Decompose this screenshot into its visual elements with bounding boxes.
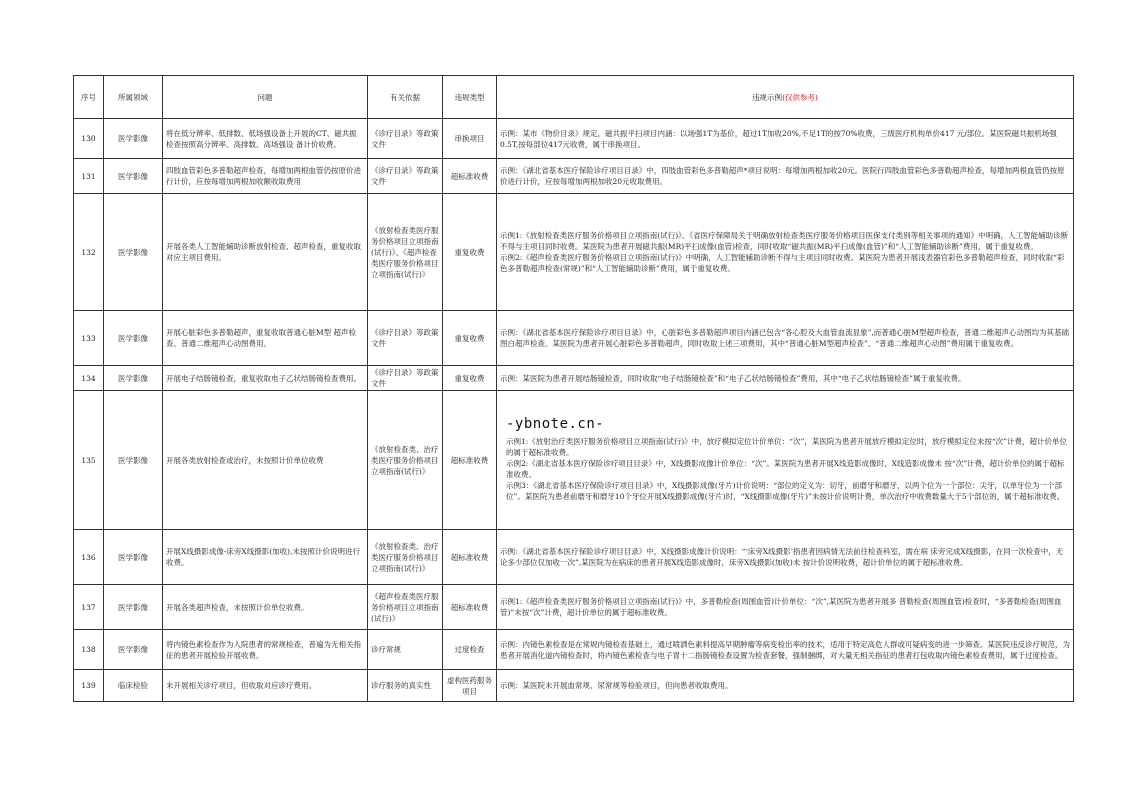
row-example <box>497 391 1074 530</box>
row-issue: 开展各类人工智能辅助诊断放射检查、超声检查，重复收取对应主项目费用。 <box>163 194 368 311</box>
row-type: 串换项目 <box>443 119 497 159</box>
row-example: 示例：某市《物价目录》规定，磁共振平扫项目内涵：以场强1T为基价，超过1T加收20%,不足1T的按70%收费，三级医疗机构单价417 元/部位。某医院磁共振机场强0.5T,按每部位417元收费，属于串换项目。 <box>497 119 1074 159</box>
row-basis: 《放射检查类、治疗类医疗服务价格项目立项指南(试行)》 <box>368 530 443 585</box>
row-type: 重复收费 <box>443 366 497 391</box>
example-2: 示例2:《湖北省基本医疗保险诊疗项目目录》中，X线摄影成像计价单位：“次”。某医院为患者开展X线造影成像时，X线造影成像未 按“次”计费，超计价单位的属于超标准收费。 <box>506 458 1065 479</box>
header-issue: 问题 <box>163 76 368 119</box>
header-example-note: (仅供参考) <box>782 92 818 102</box>
row-field: 医学影像 <box>104 159 163 194</box>
row-basis: 《诊疗目录》等政策文件 <box>368 366 443 391</box>
row-example: 示例：某医院未开展血常规、尿常规等检验项目，但向患者收取费用。 <box>497 670 1074 702</box>
row-no: 130 <box>74 119 104 159</box>
table-row <box>74 530 1074 585</box>
row-example: 示例1:《超声检查类医疗服务价格项目立项指南(试行)》中，多普勒检查(周围血管)计价单位：“次”,某医院为患者开展多 普勒检查(周围血管)检查时，“多普勒检查(周围血管)”未按“次”计费，超计价单位的属于超标准收费。 <box>497 585 1074 630</box>
row-example: 示例：《湖北省基本医疗保险诊疗项目目录》中，心脏彩色多普勒超声项目内涵已包含“各心腔及大血管血流显象”,而普通心脏M型超声检查，普通二维超声心动图均为其基础图白超声检查。某医院为患者开展心脏彩色多普勒超声，同时收取上述三项费用，其中“普通心脏M型超声检查”、“普通二维超声心动图”费用属于重复收费。 <box>497 311 1074 366</box>
row-basis: 《放射检查类医疗服务价格项目立项指南(试行)》、《超声检查类医疗服务价格项目立项指南(试行)》 <box>368 194 443 311</box>
row-type: 超标准收费 <box>443 391 497 530</box>
row-field: 医学影像 <box>104 311 163 366</box>
row-issue: 开展各类超声检查，未按照计价单位收费。 <box>163 585 368 630</box>
row-field: 医学影像 <box>104 119 163 159</box>
row-field: 医学影像 <box>104 194 163 311</box>
row-type: 过度检查 <box>443 630 497 670</box>
header-field: 所属领域 <box>104 76 163 119</box>
table-row <box>74 670 1074 702</box>
row-issue: 开展电子结肠镜检查，重复收取电子乙状结肠镜检查费用。 <box>163 366 368 391</box>
table-row <box>74 194 1074 311</box>
row-no: 137 <box>74 585 104 630</box>
table-row <box>74 159 1074 194</box>
header-row <box>74 76 1074 119</box>
header-no: 序号 <box>74 76 104 119</box>
row-field: 医学影像 <box>104 630 163 670</box>
row-type: 超标准收费 <box>443 585 497 630</box>
example-1: 示例1:《放射治疗类医疗服务价格项目立项指南(试行)》中，放疗模拟定位计价单位：“次”，某医院为患者开展放疗模拟定位时，放疗模拟定位未按“次”计费，超计价单位的属于超标准收费。 <box>506 436 1067 457</box>
row-type: 重复收费 <box>443 311 497 366</box>
row-basis: 《超声检查类医疗服务价格项目立项指南(试行)》 <box>368 585 443 630</box>
watermark-text: -ybnote.cn- <box>506 415 605 432</box>
row-no: 131 <box>74 159 104 194</box>
row-basis: 诊疗常规 <box>368 630 443 670</box>
table-row <box>74 391 1074 530</box>
row-basis: 诊疗服务的真实性 <box>368 670 443 702</box>
row-no: 134 <box>74 366 104 391</box>
row-field: 临床检验 <box>104 670 163 702</box>
row-no: 139 <box>74 670 104 702</box>
row-issue: 开展X线摄影成像-床旁X线摄影(加收),未按照计价说明进行收费。 <box>163 530 368 585</box>
row-field: 医学影像 <box>104 585 163 630</box>
row-basis: 《放射检查类、治疗类医疗服务价格项目立项指南(试行)》 <box>368 391 443 530</box>
row-no: 135 <box>74 391 104 530</box>
row-type: 重复收费 <box>443 194 497 311</box>
row-basis: 《诊疗目录》等政策文件 <box>368 119 443 159</box>
row-basis: 《诊疗目录》等政策文件 <box>368 311 443 366</box>
row-example <box>497 194 1074 311</box>
header-basis: 有关依据 <box>368 76 443 119</box>
header-example-label: 违规示例 <box>752 92 783 102</box>
row-example: 示例：某医院为患者开展结肠镜检查，同时收取“电子结肠镜检查”和“电子乙状结肠镜检查”费用，其中“电子乙状结肠镜检查”属于重复收费。 <box>497 366 1074 391</box>
row-issue: 未开展相关诊疗项目，但收取对应诊疗费用。 <box>163 670 368 702</box>
row-no: 138 <box>74 630 104 670</box>
table-row <box>74 366 1074 391</box>
row-basis: 《诊疗目录》等政策文件 <box>368 159 443 194</box>
row-issue: 将内镜色素检查作为入院患者的常规检查，普遍为无相关指征的患者开展检验开展收费。 <box>163 630 368 670</box>
row-no: 133 <box>74 311 104 366</box>
row-type: 超标准收费 <box>443 530 497 585</box>
row-example: 示例：内镜色素检查是在常规内镜检查基础上，通过喷洒色素料提高早期肿瘤等病变检出率的技术，适用于特定高危人群或可疑病变的进一步筛查。某医院违反诊疗规范，为患者开展消化道内镜检查时，将内镜色素检查与电子胃十二指肠镜检查设置为检查套餐，强制捆绑，对大量无相关指征的患者打包收取内镜色素检查费用，属于过度检查。 <box>497 630 1074 670</box>
row-issue: 开展各类放射检查或治疗，未按照计价单位收费 <box>163 391 368 530</box>
row-field: 医学影像 <box>104 391 163 530</box>
violations-table <box>73 75 1074 702</box>
row-issue: 开展心脏彩色多普勒超声，重复收取普通心脏M型 超声检查、普通二维超声心动图费用。 <box>163 311 368 366</box>
row-example: 示例：《湖北省基本医疗保险诊疗项目目录》中，四肢血管彩色多普勒超声*项目说明：每增加两根加收20元。医院行四肢血管彩色多普勒超声检查，每增加两根血管仍按原价进行计价，应按每增加两根加收20元收取费用。 <box>497 159 1074 194</box>
row-field: 医学影像 <box>104 366 163 391</box>
example-3: 示例3：《湖北省基本医疗保险诊疗项目目录》中，X线摄影成像(牙片)计价说明：“部位的定义为：切牙，前磨牙和磨牙，以两个位为一个部位：尖牙，以单牙位为一个部位”。某医院为患者前磨牙和磨牙10个牙位开展X线摄影成像(牙片)时，“X线摄影成像(牙片)”未按计价说明计费，单次治疗中收费数量大于5个部位的，属于超标准收费。 <box>506 480 1065 501</box>
row-no: 136 <box>74 530 104 585</box>
table-row <box>74 119 1074 159</box>
table-row <box>74 311 1074 366</box>
row-no: 132 <box>74 194 104 311</box>
row-issue: 将在低分辨率、低排数、低场强设备上开展的CT、磁共振检查按照高分辨率、高排数、高场强设 备计价收费。 <box>163 119 368 159</box>
row-type: 虚构医药服务项目 <box>443 670 497 702</box>
header-type: 违规类型 <box>443 76 497 119</box>
example-2: 示例2:《超声检查类医疗服务价格项目立项指南(试行)》中明确，人工智能辅助诊断不得与主项目同时收费。某医院为患者开展浅表器官彩色多普勒超声检查，同时收取“彩色多普勒超声检查(常规)”和“人工智能辅助诊断”费用，属于重复收费。 <box>500 253 1065 273</box>
row-issue: 四肢血管彩色多普勒超声检查，每增加两根血管仍按原价进行计价，应按每增加两根加收额收取费用 <box>163 159 368 194</box>
row-type: 超标准收费 <box>443 159 497 194</box>
table-row <box>74 630 1074 670</box>
row-field: 医学影像 <box>104 530 163 585</box>
header-example <box>497 76 1074 119</box>
row-example: 示例：《湖北省基本医疗保险诊疗项目目录》中，X线摄影成像计价说明：“‘床旁X线摄影’指患者因病情无法前往检查科室，需在病 床旁完成X线摄影，在同一次检查中，无论多少部位仅加收一次”,某医院为在病床的患者开展X线造影成像时，床旁X线摄影(加收)未 按计价说明收费，超计价单位的属于超标准收费。 <box>497 530 1074 585</box>
example-1: 示例1:《放射检查类医疗服务价格项目立项指南(试行)》、《省医疗保障局关于明确放射检查类医疗服务价格项目医保支付类别等相关事项的通知》中明确，人工智能辅助诊断不得与主项目同时收费。某医院为患者开展磁共振(MR)平扫成像(血管)检查，同时收取“磁共振(MR)平扫成像(血管)”和“人工智能辅助诊断”费用，属于重复收费。 <box>500 231 1069 251</box>
table-row <box>74 585 1074 630</box>
